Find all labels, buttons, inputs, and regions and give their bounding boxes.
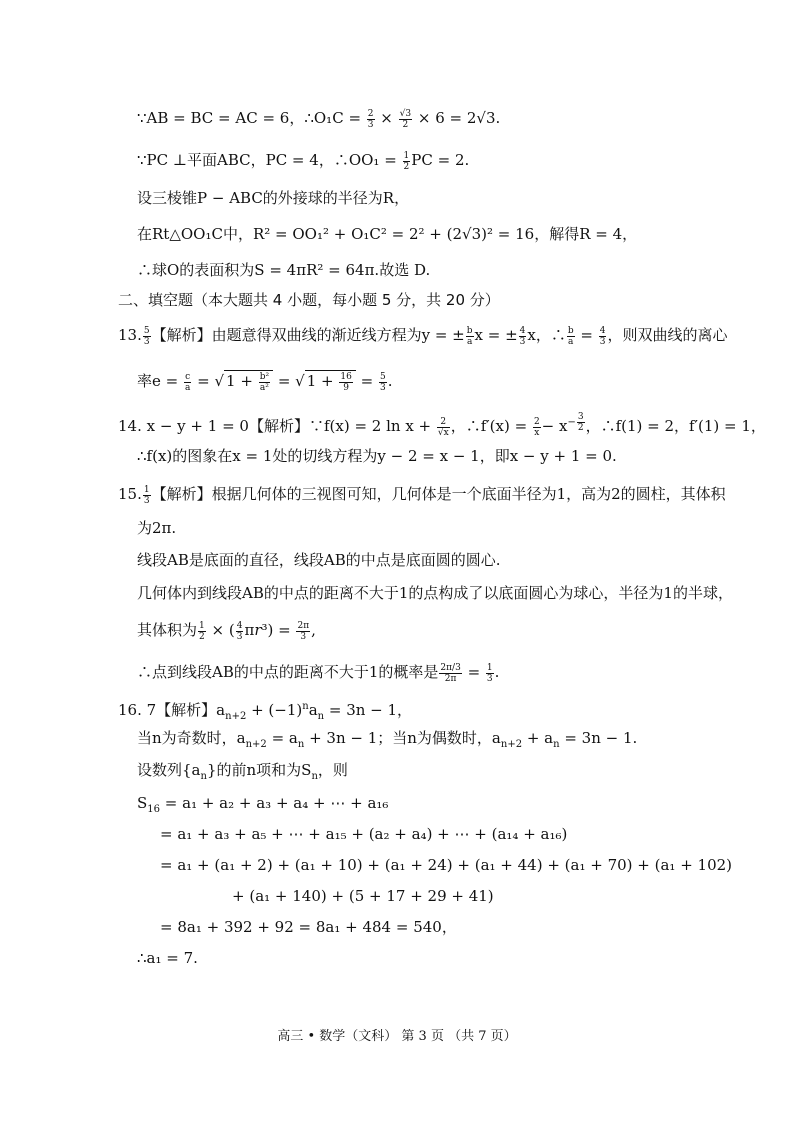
q14-line-2: ∴f(x)的图象在x = 1处的切线方程为y − 2 = x − 1，即x − y + 1 = 0.: [137, 447, 617, 465]
fraction: $\frac{1}{3}$: [143, 484, 150, 506]
q13-line-2: 率e = $\frac{c}{a}$ = √ 1 + $\frac{\text{b²}}{\text{a²}}$ = √ 1 + $\frac{16}{9}$ = $\frac{5}{3}$ .: [137, 371, 393, 393]
fraction: $\frac{5}{3}$: [143, 325, 150, 347]
text: 2√3.: [466, 109, 501, 127]
q16-line-1: 16. 7【解析】$a_{n+2} + (-1)^na_n = 3n - 1$，: [118, 701, 413, 722]
q16-line-9: ∴a₁ = 7.: [137, 949, 198, 967]
solution-line-2: [137, 150, 469, 172]
fraction: $\frac{4}{3}$: [599, 325, 606, 347]
question-number: 15.: [118, 485, 142, 503]
q15-line-5: 其体积为 $\frac{1}{2}$ × ( $\frac{4}{3}$ πr³) = $\frac{2\pi}{3}$ ,: [137, 620, 316, 642]
q16-line-7: + (a₁ + 140) + (5 + 17 + 29 + 41): [232, 887, 494, 905]
text: S: [137, 794, 148, 812]
fraction: $\frac{c}{a}$: [184, 371, 191, 393]
fraction: $\frac{2}{x}$: [533, 416, 540, 438]
solution-line-5: ∴球O的表面积为S = 4πR² = 64π.故选 D.: [137, 261, 431, 279]
q16-line-4: $S_{16} = a_1 + a_2 + a_3 + a_4$ + ⋯ + a₁₆: [137, 794, 389, 815]
text: 设数列{a: [137, 761, 201, 779]
fraction: $\frac{4}{3}$: [519, 325, 526, 347]
q15-line-1: [118, 484, 726, 506]
solution-line-4: 在Rt△OO₁C中，R² = OO₁² + O₁C² = 2² + (2√3)² = 16，解得R = 4，: [137, 225, 638, 243]
text: 14. x − y + 1 = 0【解析】∵f(x) = 2 ln x +: [118, 417, 436, 435]
page-footer: 高三 • 数学（文科） 第 3 页 （共 7 页）: [277, 1029, 517, 1044]
text: 其体积为: [137, 621, 198, 639]
q16-line-6: = a₁ + (a₁ + 2) + (a₁ + 10) + (a₁ + 24) + (a₁ + 44) + (a₁ + 70) + (a₁ + 102): [160, 856, 733, 874]
solution-line-3: 设三棱锥P − ABC的外接球的半径为R，: [137, 189, 410, 207]
text: ，则双曲线的离心: [607, 326, 728, 344]
fraction: $\frac{1}{2}$: [403, 150, 410, 172]
q13-line-1: 13. $\frac{5}{3}$ 【解析】由题意得双曲线的渐近线方程为y = ± $\frac{b}{a}$ x = ± $\frac{4}{3}$ x，∴ $\frac{b}{a}$ = $\frac{4}{3}$ ，则双曲线的离心: [118, 325, 728, 347]
fraction: $\frac{2}{√x}$: [437, 416, 449, 438]
q15-line-2: 为2π.: [137, 519, 177, 537]
text: 【解析】根据几何体的三视图可知，几何体是一个底面半径为1，高为2的圆柱，其体积: [151, 485, 726, 503]
q15-line-3: 线段AB是底面的直径，线段AB的中点是底面圆的圆心.: [137, 551, 501, 569]
section-heading: 二、填空题（本大题共 4 小题，每小题 5 分，共 20 分）: [118, 291, 500, 309]
q16-line-3: 设数列$\{a_n\}$的前n项和为$S_n$，则: [137, 761, 348, 782]
text: 率e =: [137, 372, 183, 390]
text: x = ±: [474, 326, 518, 344]
fraction: $\frac{2}{3}$: [367, 108, 374, 130]
q14-line-1: 14. x − y + 1 = 0【解析】∵f(x) = 2 ln x + $\frac{2}{√x}$ ，∴f′(x) = $\frac{2}{x}$ − $x^{- \frac{3}{2}}$ ，∴f(1) = 2，f′(1) = 1，: [118, 412, 766, 438]
text: ，∴f′(x) =: [450, 417, 532, 435]
fraction: $\frac{b}{a}$: [466, 325, 473, 347]
q16-line-8: = 8a₁ + 392 + 92 = 8a₁ + 484 = 540，: [160, 918, 457, 936]
text: 【解析】由题意得双曲线的渐近线方程为y = ±: [151, 326, 465, 344]
text: x，∴: [527, 326, 566, 344]
text: ∵AB = BC = AC = 6，∴O₁C =: [137, 109, 366, 127]
q16-line-5: = a₁ + a₃ + a₅ + ⋯ + a₁₅ + (a₂ + a₄) + ⋯ + (a₁₄ + a₁₆): [160, 825, 568, 843]
text: ∵PC ⊥平面ABC，PC = 4，∴OO₁ =: [137, 151, 402, 169]
q16-line-2: 当n为奇数时，$a_{n+2} = a_n + 3n - 1$；当n为偶数时，$a_{n+2} + a_n = 3n - 1$.: [137, 729, 638, 750]
text: 16. 7【解析】a: [118, 701, 226, 719]
fraction: $\frac{√3}{2}$: [399, 108, 412, 130]
text: 当n为奇数时，a: [137, 729, 246, 747]
q15-line-6: ∴点到线段AB的中点的距离不大于1的概率是 $\frac{2\pi/3}{2\pi}$ = $\frac{1}{3}$ .: [137, 662, 500, 684]
solution-line-1: ∵AB = BC = AC = 6，∴O₁C = $\frac{2}{3}$ × $\frac{√3}{2}$ × 6 = 2√3.: [137, 108, 501, 130]
q15-line-4: 几何体内到线段AB的中点的距离不大于1的点构成了以底面圆心为球心，半径为1的半球，: [137, 584, 733, 602]
fraction: $\frac{b}{a}$: [567, 325, 574, 347]
question-number: 13.: [118, 326, 142, 344]
text: ，∴f(1) = 2，f′(1) = 1，: [585, 417, 766, 435]
text: ∴点到线段AB的中点的距离不大于1的概率是: [137, 663, 439, 681]
text: − x: [541, 417, 568, 435]
text: PC = 2.: [411, 151, 470, 169]
